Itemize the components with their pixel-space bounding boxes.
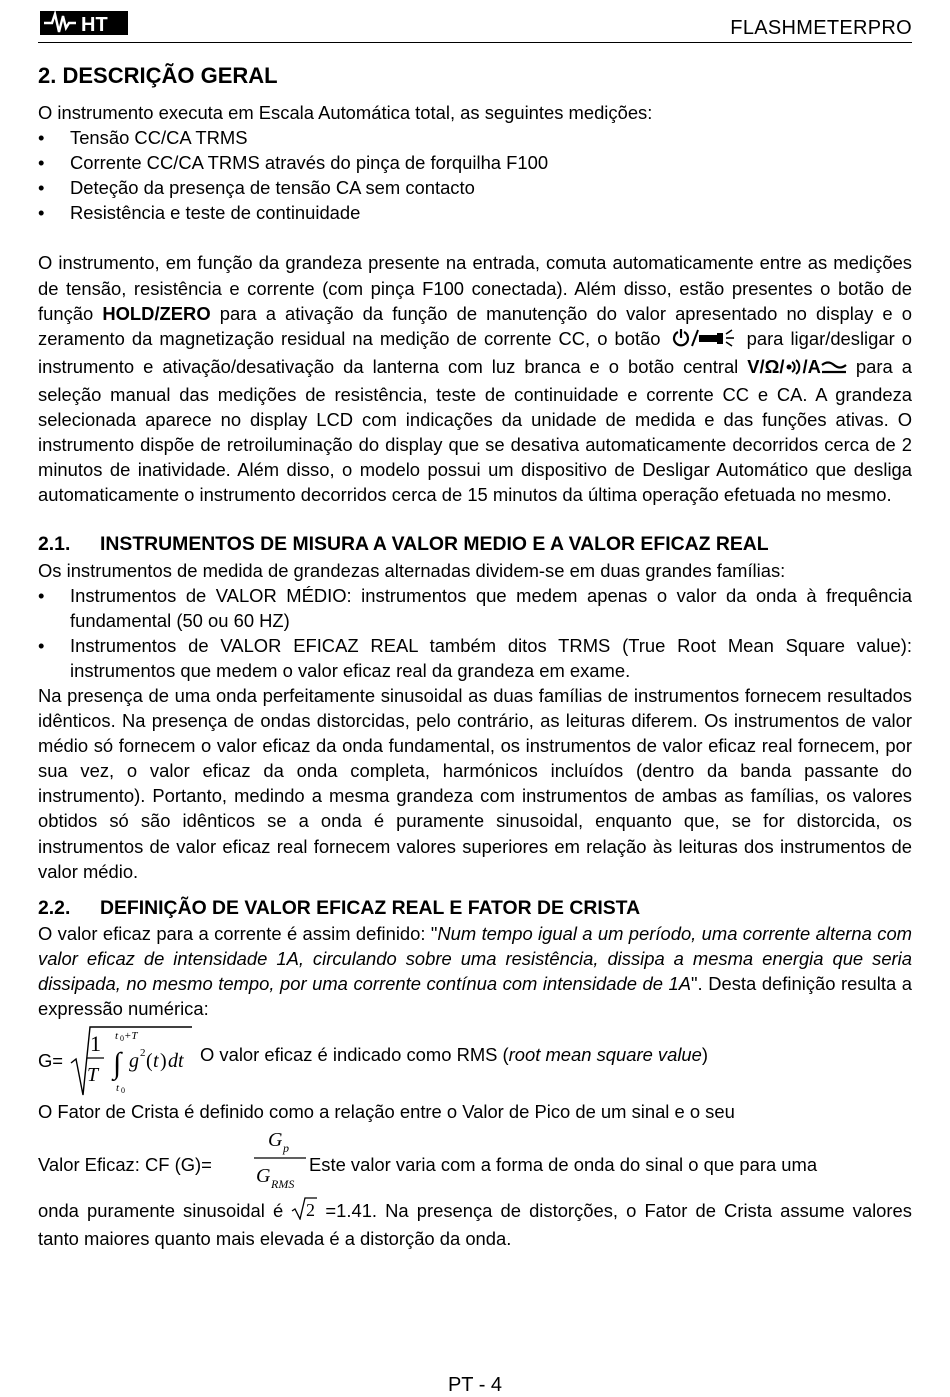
list-item: • Instrumentos de VALOR MÉDIO: instrumentos que medem apenas o valor da onda à frequência fundamental (50 ou 60 HZ) xyxy=(38,583,912,633)
rms-formula-graphic xyxy=(38,1025,198,1099)
ht-logo-icon xyxy=(40,10,130,36)
svg-text:T: T xyxy=(87,1064,99,1087)
svg-text:p: p xyxy=(283,1141,289,1156)
rms-equation xyxy=(38,1025,912,1099)
description-paragraph: O instrumento, em função da grandeza presente na entrada, comuta automaticamente entre as medições de tensão, resistência e corrente (com pinça F100 conectada). Além disso, estão presentes o botão de função HOLD/ZERO para a ativação da função de manutenção do valor apresentado no display e o zeramento da magnetização residual na medição de corrente CC, o botão para ligar/desligar o instrumento e ativação/desativação da lanterna com luz branca e o botão central V/Ω/ /A para a seleção manual das medições de resistência, teste de continuidade e corrente CC e CA. A grandeza selecionada aparece no display LCD com indicações da unidade de medida e das funções ativas. O instrumento dispõe de retroiluminação do display que se desativa automaticamente decorridos cerca de 2 minutos de inatividade. Além disso, o modelo possui um dispositivo de Desligar Automático que desliga automaticamente o instrumento decorridos cerca de 15 minutos da última operação efetuada no mesmo. xyxy=(38,252,912,506)
list-item: • Resistência e teste de continuidade xyxy=(38,200,912,225)
intro-paragraph: O instrumento executa em Escala Automática total, as seguintes medições: xyxy=(38,102,653,123)
svg-text:∫: ∫ xyxy=(113,1047,122,1081)
measurement-list xyxy=(38,125,912,225)
svg-text:(: ( xyxy=(146,1050,153,1073)
svg-text:dt: dt xyxy=(168,1050,184,1073)
section-title: 2. DESCRIÇÃO GERAL xyxy=(38,63,278,88)
svg-text:2: 2 xyxy=(140,1047,146,1060)
instrument-types-list xyxy=(38,583,912,683)
definition-paragraph: O valor eficaz para a corrente é assim definido: "Num tempo igual a um período, uma corrente alterna com valor eficaz de intensidade 1A, circulando sobre uma resistência, dissipa a mesma energia que seria dissipada, no mesmo tempo, por uma corrente contínua com intensidade de 1A". Desta definição resulta a expressão numérica: xyxy=(38,922,912,1020)
svg-text:): ) xyxy=(160,1050,167,1073)
logo-text: HT xyxy=(81,14,108,36)
list-item: • Instrumentos de VALOR EFICAZ REAL também ditos TRMS (True Root Mean Square value): instrumentos que medem o valor eficaz real da grandeza em exame. xyxy=(38,633,912,683)
list-item: • Corrente CC/CA TRMS através do pinça de forquilha F100 xyxy=(38,150,912,175)
crest-factor-equation: Valor Eficaz: CF (G)= G p G RMS Este valor varia com a forma de onda do sinal o que para uma xyxy=(38,1124,912,1196)
svg-text:t: t xyxy=(115,1030,119,1043)
page-content xyxy=(38,62,912,1251)
svg-text:2: 2 xyxy=(306,1200,316,1221)
rms-description: O valor eficaz é indicado como RMS (root mean square value) xyxy=(200,1044,709,1066)
svg-text:t: t xyxy=(153,1050,159,1073)
ac-dc-icon xyxy=(821,357,847,382)
svg-text:t: t xyxy=(116,1082,120,1095)
svg-text:G=: G= xyxy=(38,1050,64,1072)
subsection-title: 2.2. DEFINIÇÃO DE VALOR EFICAZ REAL E FATOR DE CRISTA xyxy=(38,896,641,919)
hold-zero-label: HOLD/ZERO xyxy=(102,302,211,324)
svg-text:g: g xyxy=(129,1050,139,1073)
page-header xyxy=(38,6,912,43)
svg-text:RMS: RMS xyxy=(271,1177,295,1192)
svg-text:G: G xyxy=(268,1129,283,1152)
svg-text:G: G xyxy=(256,1165,271,1188)
power-torch-icon xyxy=(668,328,740,354)
svg-text:0: 0 xyxy=(121,1086,125,1096)
list-item: • Deteção da presença de tensão CA sem contacto xyxy=(38,175,912,200)
crest-factor-formula xyxy=(248,1124,306,1196)
svg-text:1: 1 xyxy=(90,1031,101,1057)
continuity-icon xyxy=(785,357,803,382)
mode-button-label: V/Ω/ xyxy=(747,355,785,377)
svg-text:0: 0 xyxy=(120,1034,124,1044)
intro-paragraph: Os instrumentos de medida de grandezas alternadas dividem-se em duas grandes famílias: xyxy=(38,559,786,581)
page-number: PT - 4 xyxy=(447,1374,503,1396)
body-paragraph: Na presença de uma onda perfeitamente sinusoidal as duas famílias de instrumentos fornecem resultados idênticos. Na presença de ondas distorcidas, pelo contrário, as leituras diferem. Os instrumentos de valor médio só fornecem o valor eficaz da onda fundamental, os instrumentos de valor eficaz real fornecem, por sua vez, o valor eficaz da onda completa, harmónicos incluídos (dentro da banda passante do instrumento). Portanto, medindo a mesma grandeza com instrumentos de ambas as famílias, os valores obtidos só são idênticos se a onda é puramente sinusoidal, enquanto que, se for distorcida, os instrumentos de valor eficaz real fornecem valores superiores em relação às leituras dos instrumentos de valor médio. xyxy=(38,684,912,882)
subsection-title: 2.1. INSTRUMENTOS DE MISURA A VALOR MEDIO E A VALOR EFICAZ REAL xyxy=(38,533,769,556)
crest-factor-paragraph: onda puramente sinusoidal é 2 =1.41. Na presença de distorções, o Fator de Crista assume valores tanto maiores quanto mais elevada é a distorção da onda. xyxy=(38,1196,912,1251)
crest-factor-intro: O Fator de Crista é definido como a relação entre o Valor de Pico de um sinal e o seu xyxy=(38,1101,735,1123)
document-id: FLASHMETERPRO xyxy=(730,17,912,39)
svg-text:+T: +T xyxy=(124,1030,138,1043)
sqrt2-symbol xyxy=(291,1196,317,1226)
list-item: • Tensão CC/CA TRMS xyxy=(38,125,912,150)
